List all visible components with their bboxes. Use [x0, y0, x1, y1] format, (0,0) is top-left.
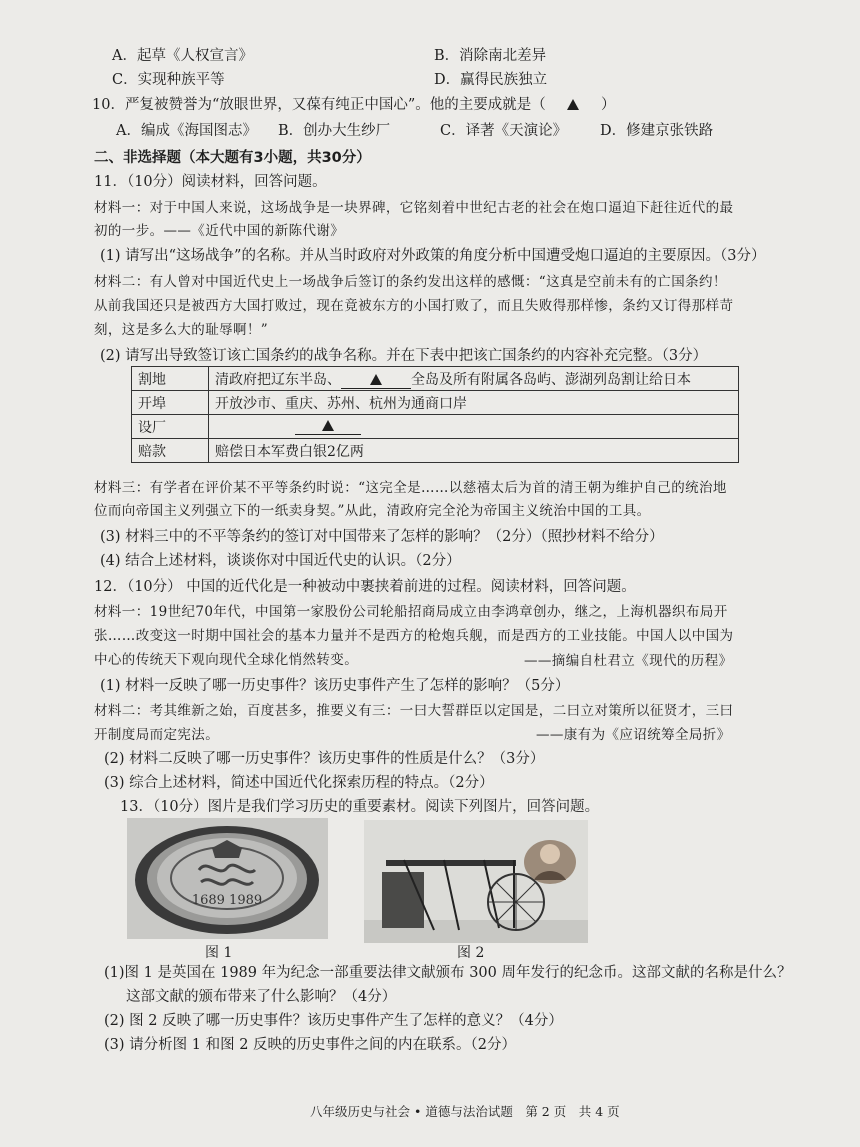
q11-sub3: (3) 材料三中的不平等条约的签订对中国带来了怎样的影响？（2分）（照抄材料不给分） — [100, 529, 664, 545]
table-row — [132, 367, 739, 391]
answer-triangle-icon — [567, 99, 579, 110]
table-value-factories — [209, 415, 739, 439]
q13-sub1-line1: (1)图 1 是英国在 1989 年为纪念一部重要法律文献颁布 300 周年发行的纪念币。这部文献的名称是什么？ — [104, 965, 792, 981]
table-key-factories: 设厂 — [132, 415, 209, 439]
table-key-cession: 割地 — [132, 367, 209, 391]
q12-material2-line2: 开制度局而定宪法。 — [94, 727, 220, 743]
table-value-ports: 开放沙市、重庆、苏州、杭州为通商口岸 — [209, 391, 739, 415]
figure-1-caption: 图 1 — [205, 945, 233, 961]
answer-triangle-icon — [370, 374, 382, 385]
q10-option-d: D．修建京张铁路 — [600, 123, 714, 139]
q11-material3-line2: 位而向帝国主义列强立下的一纸卖身契。”从此，清政府完全沦为帝国主义统治中国的工具。 — [94, 503, 651, 519]
treaty-content-table — [131, 366, 739, 463]
q13-stem: 13．（10分）图片是我们学习历史的重要素材。阅读下列图片，回答问题。 — [120, 799, 600, 815]
q10-option-b: B．创办大生纱厂 — [278, 123, 391, 139]
q12-material2-line1: 材料二：考其维新之始，百度甚多，推要义有三：一曰大誓群臣以定国是，二曰立对策所以征贤才，三曰 — [94, 703, 734, 719]
q9-option-b: B．消除南北差异 — [434, 48, 547, 64]
table-row — [132, 391, 739, 415]
answer-blank — [295, 418, 361, 435]
section2-title: 二、非选择题（本大题有3小题，共30分） — [94, 150, 371, 166]
q13-sub1-line2: 这部文献的颁布带来了什么影响？（4分） — [126, 989, 397, 1005]
q11-sub1: (1) 请写出“这场战争”的名称。并从当时政府对外政策的角度分析中国遭受炮口逼迫的主要原因。（3分） — [100, 248, 766, 264]
q10-stem — [92, 95, 616, 115]
table-key-indemnity: 赔款 — [132, 439, 209, 463]
q12-sub1: (1) 材料一反映了哪一历史事件？该历史事件产生了怎样的影响？（5分） — [100, 678, 570, 694]
table-key-ports: 开埠 — [132, 391, 209, 415]
q10-stem-close: ） — [601, 97, 616, 113]
q11-material2-line1: 材料二：有人曾对中国近代史上一场战争后签订的条约发出这样的感慨：“这真是空前未有的亡国条约！ — [94, 274, 727, 290]
q12-stem: 12．（10分） 中国的近代化是一种被动中裹挟着前进的过程。阅读材料，回答问题。 — [94, 579, 636, 595]
figure-2-caption: 图 2 — [457, 945, 485, 961]
table-row — [132, 415, 739, 439]
table-row — [132, 439, 739, 463]
q11-sub4: (4) 结合上述材料，谈谈你对中国近代史的认识。（2分） — [100, 553, 461, 569]
q9-option-d: D．赢得民族独立 — [434, 72, 548, 88]
coin-years: 1689 1989 — [191, 893, 263, 908]
q12-material2-source: ——康有为《应诏统筹全局折》 — [536, 727, 731, 743]
coin-illustration — [127, 818, 328, 939]
figure-2-machine-photo — [364, 820, 588, 943]
q9-option-a: A．起草《人权宣言》 — [112, 48, 253, 64]
q10-stem-text: 10．严复被赞誉为“放眼世界，又葆有纯正中国心”。他的主要成就是（ — [92, 97, 546, 113]
q9-option-c: C．实现种族平等 — [112, 72, 225, 88]
q12-material1-line1: 材料一：19世纪70年代，中国第一家股份公司轮船招商局成立由李鸿章创办，继之，上海机器织布局开 — [94, 604, 728, 620]
q13-sub2: (2) 图 2 反映了哪一历史事件？该历史事件产生了怎样的意义？（4分） — [104, 1013, 563, 1029]
table-value-cession: 清政府把辽东半岛、 全岛及所有附属各岛屿、澎湖列岛割让给日本 — [209, 367, 739, 391]
page-footer: 八年级历史与社会 • 道德与法治试题 第 2 页 共 4 页 — [310, 1104, 620, 1119]
q12-sub2: (2) 材料二反映了哪一历史事件？该历史事件的性质是什么？（3分） — [104, 751, 545, 767]
q11-sub2: (2) 请写出导致签订该亡国条约的战争名称。并在下表中把该亡国条约的内容补充完整。（3分） — [100, 348, 708, 364]
q11-stem: 11．（10分）阅读材料，回答问题。 — [94, 174, 327, 190]
q13-sub3: (3) 请分析图 1 和图 2 反映的历史事件之间的内在联系。（2分） — [104, 1037, 517, 1053]
spinning-machine-illustration — [364, 820, 588, 943]
q11-material2-line3: 刻，这是多么大的耻辱啊！” — [94, 322, 269, 338]
q11-material1-line1: 材料一：对于中国人来说，这场战争是一块界碑，它铭刻着中世纪古老的社会在炮口逼迫下赶往近代的最 — [94, 200, 734, 216]
answer-blank — [341, 372, 411, 389]
q11-material1-line2: 初的一步。——《近代中国的新陈代谢》 — [94, 223, 345, 239]
q10-option-c: C．译著《天演论》 — [440, 123, 568, 139]
answer-triangle-icon — [322, 420, 334, 431]
q11-material2-line2: 从前我国还只是被西方大国打败过，现在竟被东方的小国打败了，而且失败得那样惨，条约又订得那样苛 — [94, 298, 734, 314]
q12-material1-source: ——摘编自杜君立《现代的历程》 — [524, 653, 733, 669]
q11-material3-line1: 材料三：有学者在评价某不平等条约时说：“这完全是……以慈禧太后为首的清王朝为维护自己的统治地 — [94, 480, 727, 496]
figure-1-coin-photo — [127, 818, 328, 939]
q10-option-a: A．编成《海国图志》 — [116, 123, 257, 139]
q12-sub3: (3) 综合上述材料，简述中国近代化探索历程的特点。（2分） — [104, 775, 494, 791]
table-value-indemnity: 赔偿日本军费白银2亿两 — [209, 439, 739, 463]
q12-material1-line3: 中心的传统天下观向现代全球化悄然转变。 — [94, 652, 359, 668]
q12-material1-line2: 张……改变这一时期中国社会的基本力量并不是西方的枪炮兵舰，而是西方的工业技能。中国人以中国为 — [94, 628, 734, 644]
